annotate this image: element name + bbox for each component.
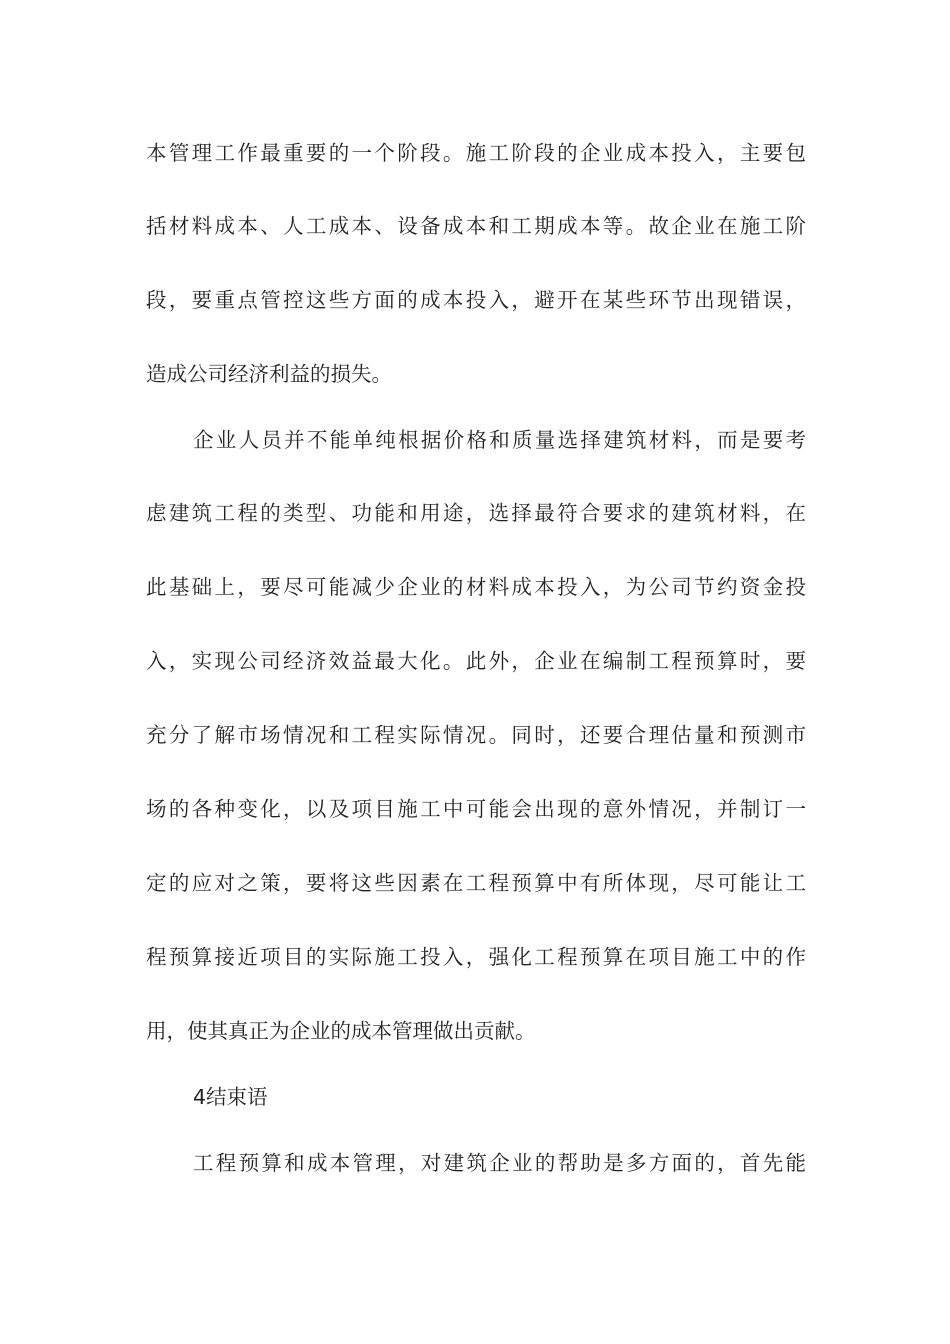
paragraph-2-line-8: 程预算接近项目的实际施工投入，强化工程预算在项目施工中的作 (146, 945, 806, 969)
paragraph-2-line-4: 入，实现公司经济效益最大化。此外，企业在编制工程预算时，要 (146, 649, 806, 673)
paragraph-1-line-1: 本管理工作最重要的一个阶段。施工阶段的企业成本投入，主要包 (146, 141, 806, 165)
paragraph-2-line-5: 充分了解市场情况和工程实际情况。同时，还要合理估量和预测市 (146, 723, 806, 747)
final-paragraph-line-1: 工程预算和成本管理，对建筑企业的帮助是多方面的，首先能 (193, 1151, 806, 1175)
paragraph-1-line-2: 括材料成本、人工成本、设备成本和工期成本等。故企业在施工阶 (146, 214, 806, 238)
section-heading: 4结束语 (193, 1085, 268, 1109)
paragraph-2-line-6: 场的各种变化，以及项目施工中可能会出现的意外情况，并制订一 (146, 797, 806, 821)
paragraph-1-line-3: 段，要重点管控这些方面的成本投入，避开在某些环节出现错误， (146, 288, 806, 312)
paragraph-1-line-4: 造成公司经济利益的损失。 (146, 362, 392, 386)
paragraph-2-line-7: 定的应对之策，要将这些因素在工程预算中有所体现，尽可能让工 (146, 871, 806, 895)
paragraph-2-line-9: 用，使其真正为企业的成本管理做出贡献。 (146, 1019, 536, 1043)
paragraph-2-line-3: 此基础上，要尽可能减少企业的材料成本投入，为公司节约资金投 (146, 575, 806, 599)
paragraph-2-line-2: 虑建筑工程的类型、功能和用途，选择最符合要求的建筑材料，在 (146, 501, 806, 525)
paragraph-2-line-1: 企业人员并不能单纯根据价格和质量选择建筑材料，而是要考 (193, 428, 806, 452)
